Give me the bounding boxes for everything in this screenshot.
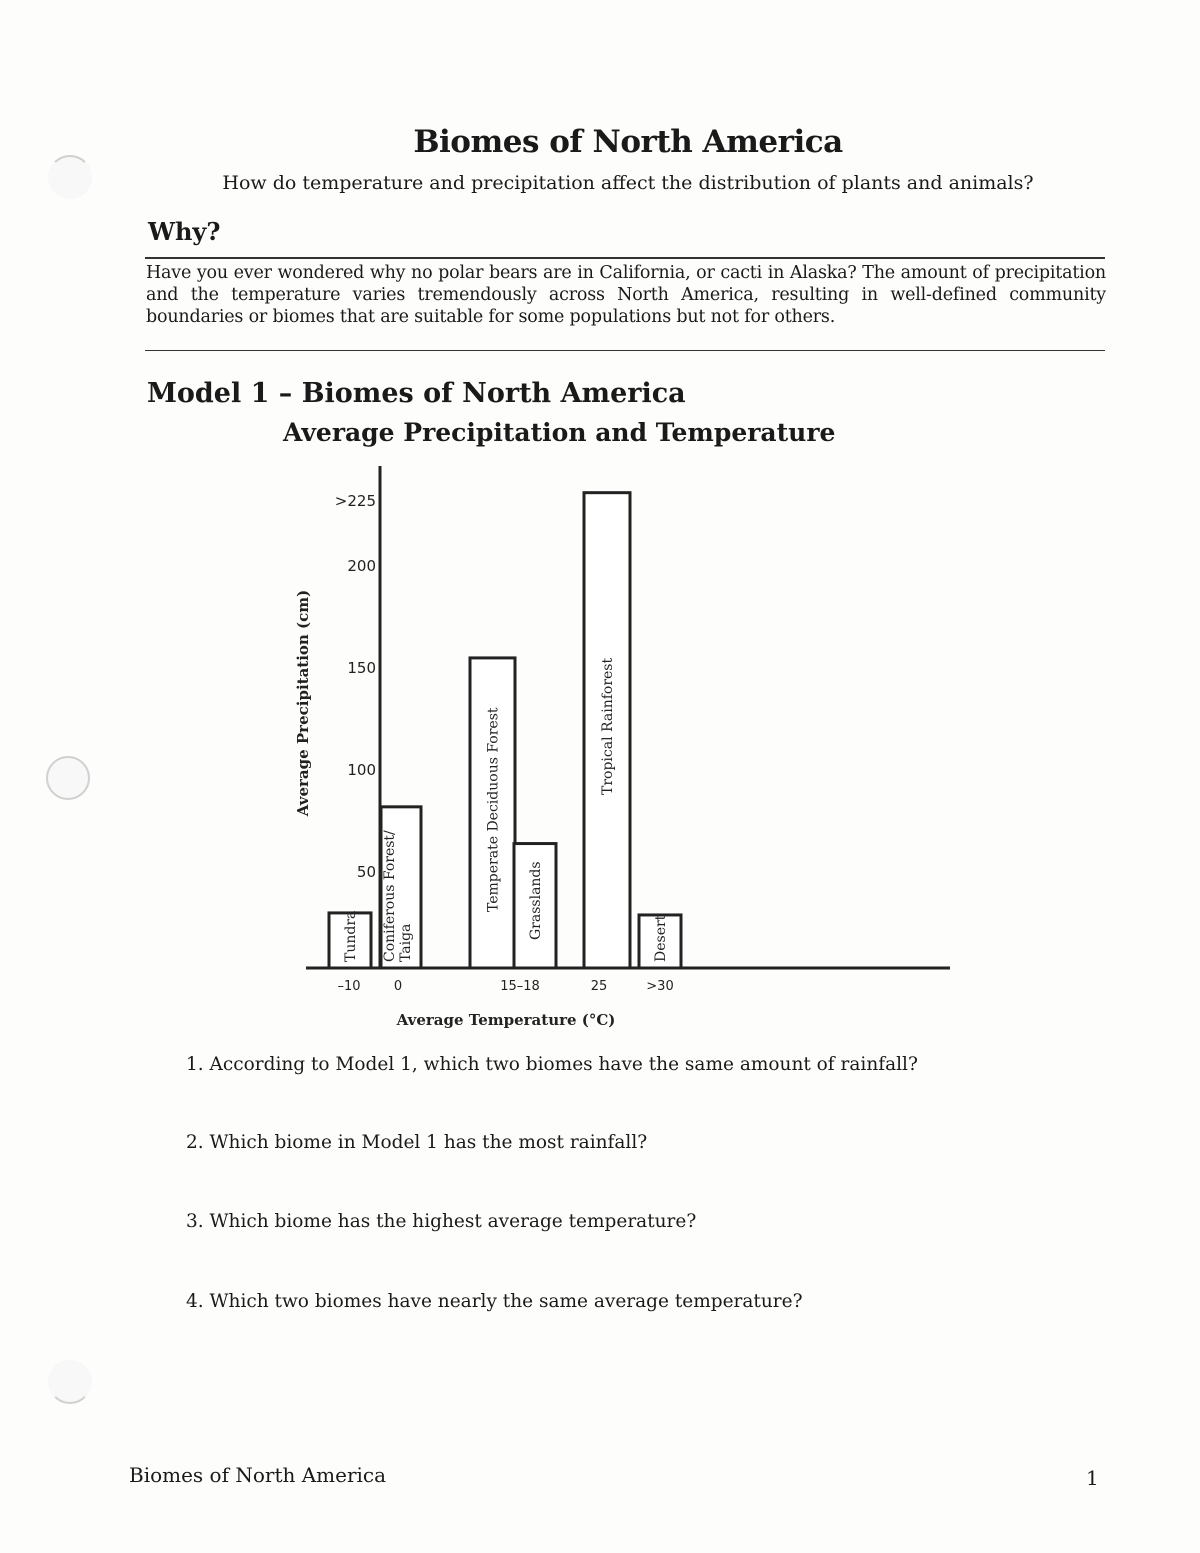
why-heading: Why? [148,217,221,246]
bar-label: Tropical Rainforest [600,657,616,795]
page-subtitle: How do temperature and precipitation affect the distribution of plants and animals? [222,172,1034,194]
footer-title: Biomes of North America [129,1463,387,1487]
y-tick-label: 150 [347,659,376,677]
bar-label: Desert [653,914,669,962]
bar-label: Coniferous Forest/ [382,830,398,962]
bar-label: Grasslands [528,861,544,940]
y-axis-label: Average Precipitation (cm) [294,589,312,817]
chart-title: Average Precipitation and Temperature [283,418,836,447]
page-number: 1 [1086,1466,1099,1490]
why-paragraph: Have you ever wondered why no polar bears are in California, or cacti in Alaska? The amount of precipitation and the temperature varies tremendously across North America, resulting in well-defined community boundaries or biomes that are suitable for some populations but not for others. [146,263,1106,327]
model-heading: Model 1 – Biomes of North America [147,378,686,409]
y-tick-label: 100 [347,761,376,779]
x-axis-label: Average Temperature (°C) [396,1011,616,1029]
y-tick-label: 200 [347,557,376,575]
bar-label: Taiga [398,923,414,962]
x-tick-label: 25 [590,979,608,994]
question-4: 4. Which two biomes have nearly the same average temperature? [186,1291,803,1312]
question-2: 2. Which biome in Model 1 has the most rainfall? [186,1132,648,1153]
y-tick-label: 50 [356,863,376,881]
bar-label: Tundra [343,910,359,962]
x-tick-label: 0 [393,979,403,994]
y-tick-label: >225 [334,492,376,510]
question-1: 1. According to Model 1, which two biomes have the same amount of rainfall? [186,1054,918,1075]
question-3: 3. Which biome has the highest average temperature? [186,1211,697,1232]
page-title: Biomes of North America [413,124,843,160]
bar-label: Temperate Deciduous Forest [485,707,502,912]
x-tick-label: –10 [337,979,361,994]
x-tick-label: 15–18 [500,979,540,994]
x-tick-label: >30 [646,979,674,994]
